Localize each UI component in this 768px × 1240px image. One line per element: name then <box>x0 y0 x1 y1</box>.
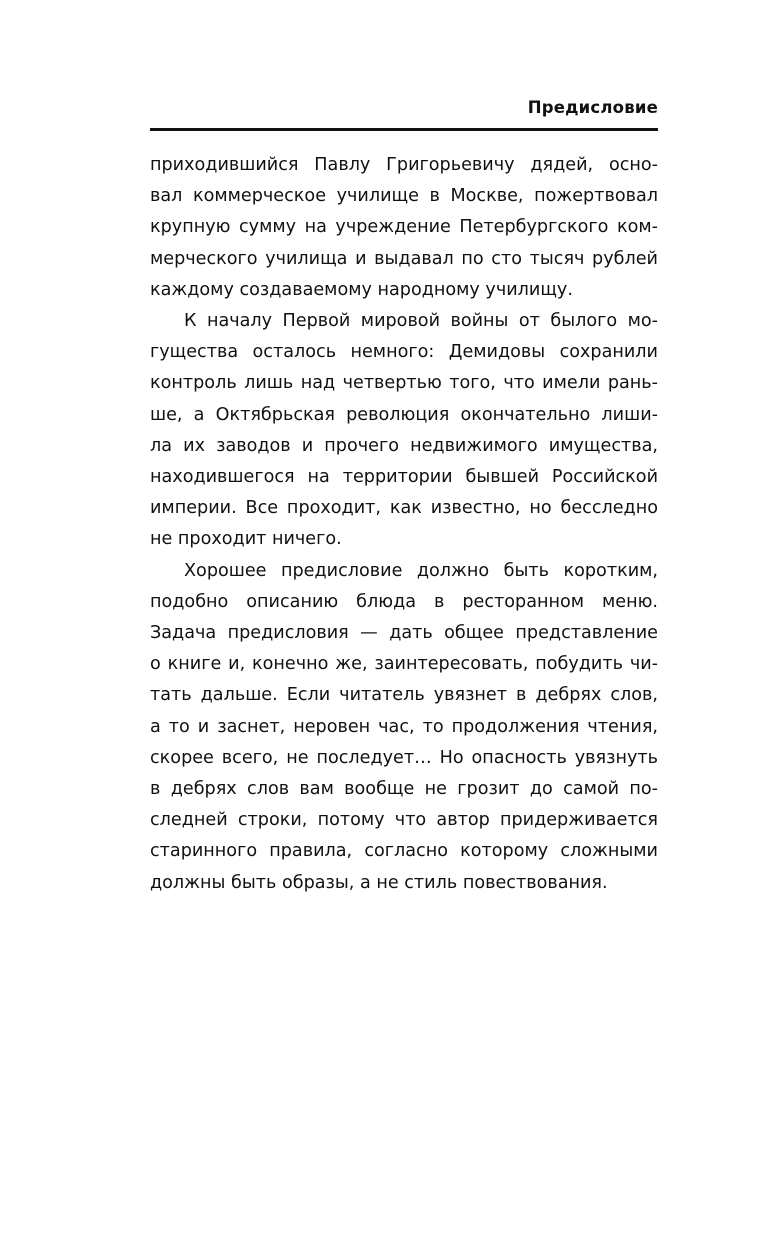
text-line: а то и заснет, неровен час, то продолжения чтения, <box>150 716 658 737</box>
text-line <box>150 306 658 337</box>
text-line: скорее всего, не последует… Но опасность увязнуть <box>150 747 658 768</box>
text-line: мерческого училища и выдавал по сто тысяч рублей <box>150 248 658 269</box>
header-rule <box>150 128 658 131</box>
text-line: следней строки, потому что автор придерживается <box>150 810 658 831</box>
text-line-content: К началу Первой мировой войны от былого мо- <box>184 311 658 332</box>
text-line: контроль лишь над четвертью того, что имели рань- <box>150 373 658 394</box>
text-line: в дебрях слов вам вообще не грозит до самой по- <box>150 779 658 800</box>
paragraph <box>150 306 658 556</box>
text-line: подобно описанию блюда в ресторанном меню. <box>150 591 658 612</box>
text-line: ла их заводов и прочего недвижимого имущества, <box>150 435 658 456</box>
text-line: вал коммерческое училище в Москве, пожертвовал <box>150 186 658 207</box>
text-line: ше, а Октябрьская революция окончательно лиши- <box>150 404 658 425</box>
text-line: о книге и, конечно же, заинтересовать, побудить чи- <box>150 654 658 675</box>
running-head: Предисловие <box>527 98 658 117</box>
text-line: империи. Все проходит, как известно, но бесследно <box>150 498 658 519</box>
text-line: находившегося на территории бывшей Российской <box>150 467 658 488</box>
text-line: гущества осталось немного: Демидовы сохранили <box>150 342 658 363</box>
text-line: Задача предисловия — дать общее представление <box>150 623 658 644</box>
page-body <box>150 150 658 899</box>
text-line: старинного правила, согласно которому сложными <box>150 841 658 862</box>
paragraph <box>150 150 658 306</box>
text-line: каждому создаваемому народному училищу. <box>150 279 573 300</box>
text-line-content: Хорошее предисловие должно быть коротким, <box>184 560 658 581</box>
text-line: приходившийся Павлу Григорьевичу дядей, осно- <box>150 155 658 175</box>
paragraph <box>150 556 658 899</box>
text-line: крупную сумму на учреждение Петербургского ком- <box>150 217 658 238</box>
text-line: тать дальше. Если читатель увязнет в дебрях слов, <box>150 685 658 706</box>
text-line: не проходит ничего. <box>150 529 342 550</box>
text-line: должны быть образы, а не стиль повествования. <box>150 872 608 893</box>
text-line <box>150 556 658 587</box>
